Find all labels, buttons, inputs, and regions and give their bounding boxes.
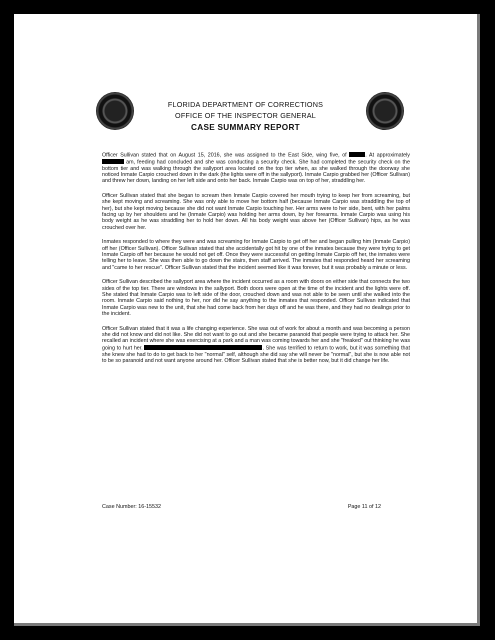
paragraph-1 xyxy=(102,152,410,185)
office-name: OFFICE OF THE INSPECTOR GENERAL xyxy=(175,111,316,120)
p1-part-b: . At approximately xyxy=(365,152,410,159)
paragraph-5 xyxy=(102,326,410,365)
p5-part-b: . She was terrified to return to work, but it was something that she knew she had to do to get back to her "normal" self, although she did say she will never be "normal", but she is now able not to be so paranoid and not want anyone around her. Officer Sullivan stated that she is better now, but it did change her life. xyxy=(102,345,410,364)
page-number: Page 11 of 12 xyxy=(347,504,381,510)
case-number: Case Number: 16-15532 xyxy=(102,504,162,510)
document-page xyxy=(14,14,480,626)
p5-part-a: Officer Sullivan stated that it was a life changing experience. She was out of work for about a month and was becoming a person she did not know and did not like. She did not want to go out and she became paranoid that people were trying to attack her. She recalled an incident where she was exercising at a park and a man was coming towards her and she "freaked" out thinking he was going to hurt her. xyxy=(102,325,410,352)
redaction-bar xyxy=(144,345,262,350)
report-body xyxy=(102,152,410,373)
report-title: CASE SUMMARY REPORT xyxy=(191,123,300,132)
p1-part-c: am, feeding had concluded and she was conducting a security check. She had completed the security check on the bottom tier and was walking through the sallyport area located on the top tier when, as she walked through the doorway she noticed Inmate Carpio crouched down in the dark (the lights were off in the sallyport). Inmate Carpio grabbed her (Officer Sullivan) and threw her down, landing on her left side and onto her back. Inmate Carpio was on top of her, straddling her. xyxy=(102,159,410,185)
department-name: FLORIDA DEPARTMENT OF CORRECTIONS xyxy=(167,100,324,109)
redaction-bar xyxy=(102,159,124,164)
redaction-bar xyxy=(349,152,365,157)
paragraph-4: Officer Sullivan described the sallyport area where the incident occurred as a room with doors on either side that connects the two sides of the top tier. There are windows in the sallyport. Both doors were open at the time of the incident and the lights were off. She stated that Inmate Carpio was to left side of the door, crouched down and was not able to be seen until she walked into the room. Inmate Carpio said nothing to her, nor did he say anything to the inmates that responded. Officer Sullivan indicated that Inmate Carpio was new to the unit, that she had come back from her days off and he was there, and they had no dealings prior to the incident. xyxy=(102,279,410,318)
paragraph-3: Inmates responded to where they were and was screaming for Inmate Carpio to get off her and began pulling him (Inmate Carpio) off her (Officer Sullivan). Officer Sullivan stated that she accidentally got hit by one of the inmates because they were trying to get Inmate Carpio off her because he would not get off. Once they were successful on getting Inmate Carpio off her, the inmates were telling her to leave. She was then able to go down the stairs, then staff arrived. The inmates that responded heard her screaming and "came to her rescue". Officer Sullivan stated that the incident seemed like it was forever, but it was probably a minute or less. xyxy=(102,239,410,271)
p1-part-a: Officer Sullivan stated that on August 15, 2016, she was assigned to the East Side, wing five, of xyxy=(102,152,347,159)
paragraph-2: Officer Sullivan stated that she began to scream then Inmate Carpio covered her mouth trying to keep her from screaming, but she kept moving and screaming. She was only able to move her bottom half (because Inmate Carpio was straddling the top of her), but she kept moving because she did not want Inmate Carpio touching her. Her arms were to her side, bent, with her palms facing up by her shoulders and he (Inmate Carpio) was holding her arms down, by her forearms. Inmate Carpio was using his body weight as he was straddling her to hold her down. All his body weight was above her (Officer Sullivan) hips, as he was crouched over her. xyxy=(102,193,410,231)
